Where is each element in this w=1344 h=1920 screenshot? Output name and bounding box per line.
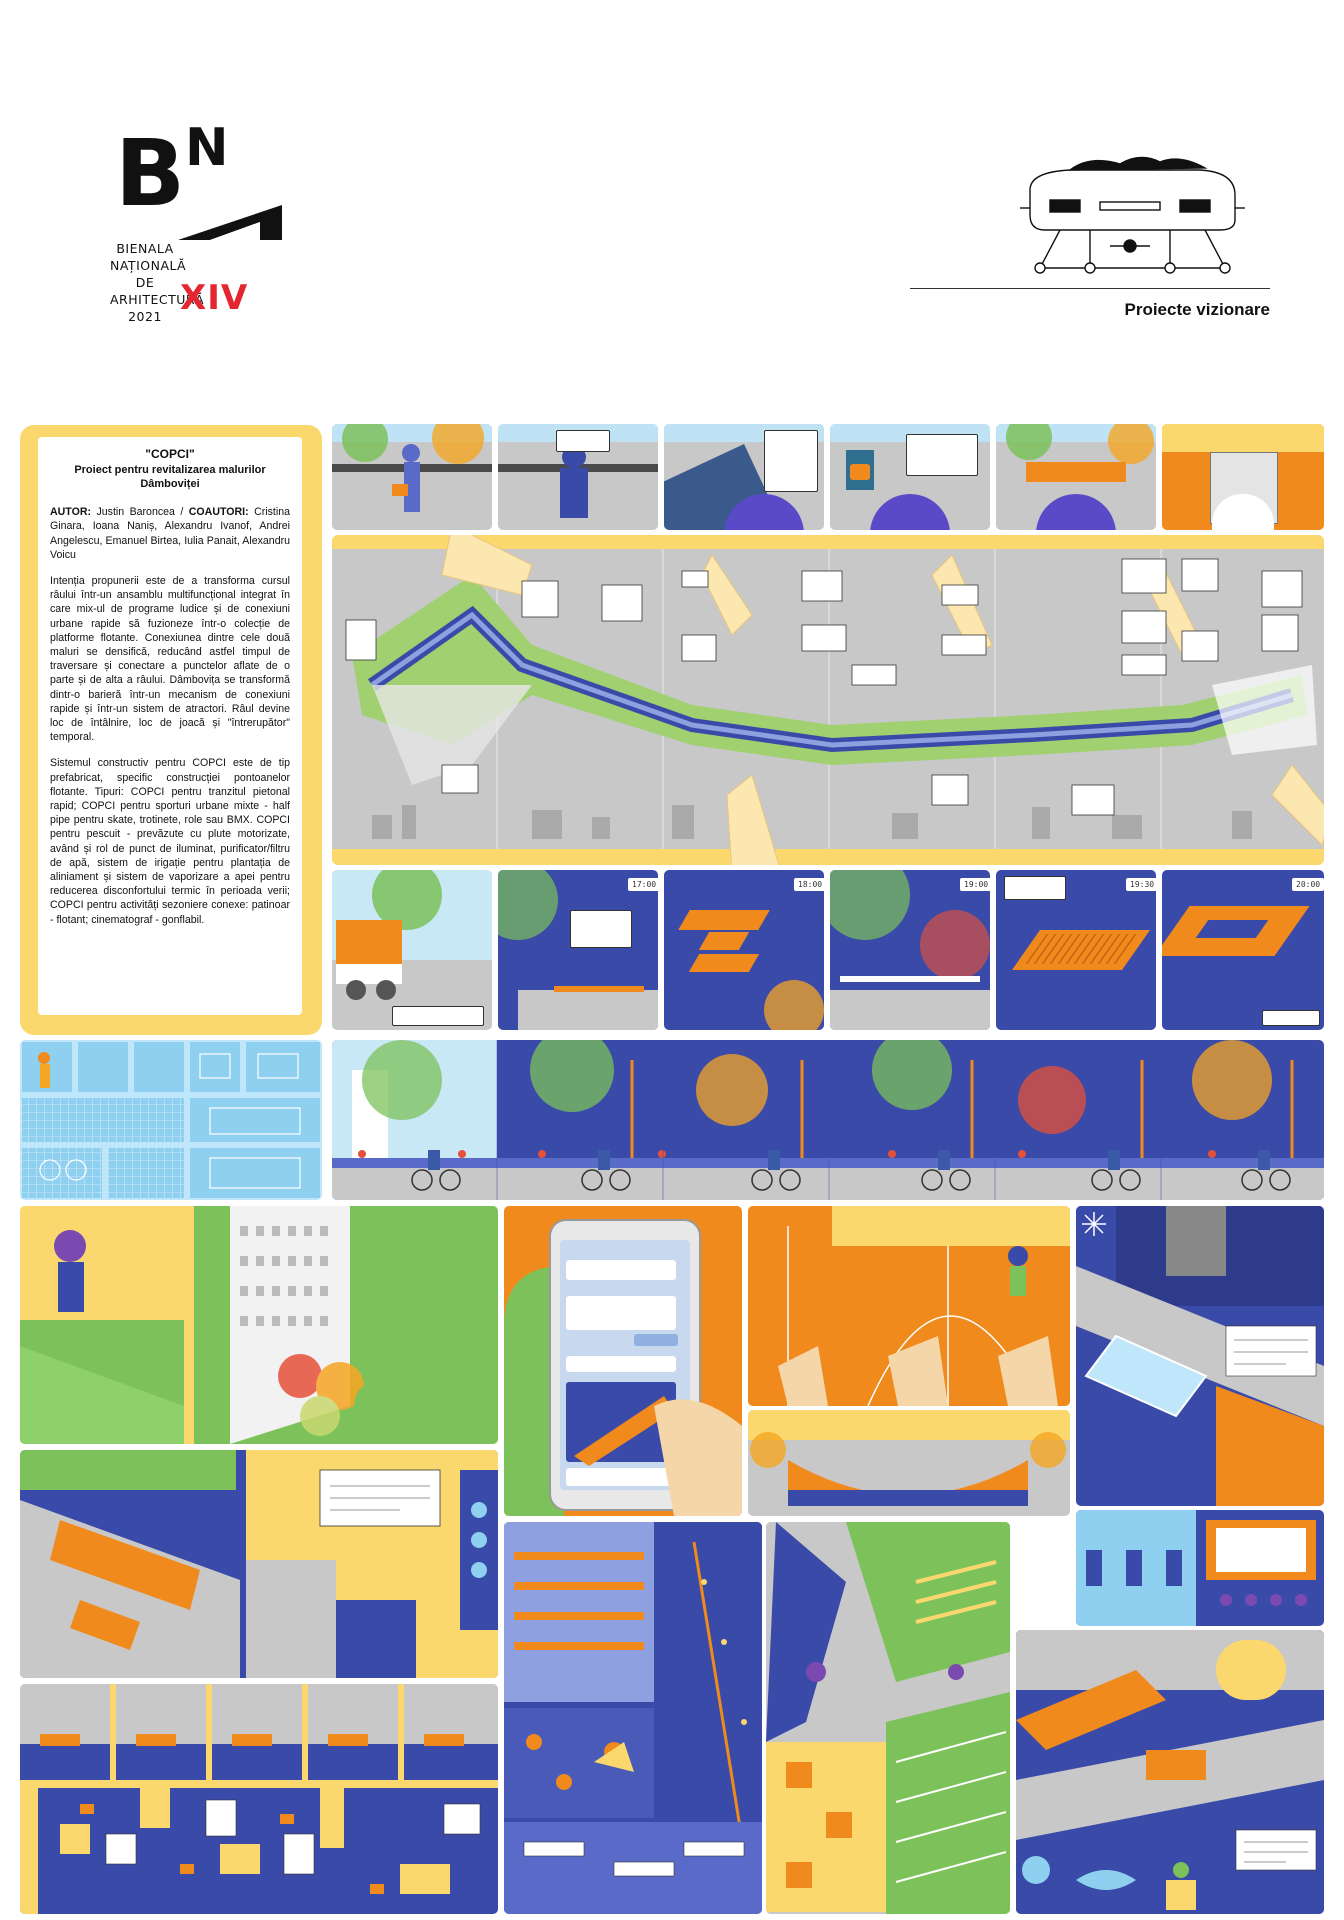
riverside-walkway-block	[20, 1450, 498, 1678]
fishing-raft-strip	[20, 1684, 498, 1914]
halfpipe-section-panel	[748, 1410, 1070, 1516]
comic-panel-r1-1	[332, 424, 492, 530]
comic-panel-r3-4: 19:00	[830, 870, 990, 1030]
green-terraces-panel	[766, 1522, 1010, 1914]
logo-letter-b: B	[115, 120, 186, 227]
raft-fishing-panel	[1016, 1630, 1324, 1914]
section-title: Proiecte vizionare	[1124, 300, 1270, 319]
phone-app-panel	[504, 1206, 742, 1516]
project-description-card	[38, 437, 302, 1015]
bna-logo	[110, 110, 310, 340]
bna-monogram	[110, 110, 310, 240]
logo-letter-n: N	[185, 118, 229, 178]
ice-rink-panel	[1076, 1206, 1324, 1506]
project-intention-paragraph: Intenția propunerii este de a transforma cursul râului într-un ansamblu multifuncțional integrat în care mix-ul de programe ludice și de conexiuni urbane rapide să fuzioneze într-o colecție de platforme flotante. Conexiunea dintre cele două maluri se densifică, reducând astfel timpul de traversare și conectare a punctelor aflate de o parte și de alta a râului. Dâmbovița se transformă dintr-o barieră într-un mecanism de conexiuni rapide și într-un sistem de atractori. Râul devine loc de întâlnire, loc de joacă și "întrerupător" temporal.	[50, 575, 290, 744]
park-isometric-block	[20, 1206, 498, 1444]
comic-panel-r1-4	[830, 424, 990, 530]
project-authors: AUTOR: Justin Baroncea / COAUTORI: Cristina Ginara, Ioana Naniș, Alexandru Ivanof, Andrei Angelescu, Emanuel Birtea, Iulia Panait, Alexandru Voicu	[50, 506, 290, 561]
comic-panel-r3-1	[332, 870, 492, 1030]
logo-caption: BIENALA NAȚIONALĂ DE ARHITECTURĂ 2021	[110, 241, 205, 324]
comic-panel-r3-6: 20:00	[1162, 870, 1324, 1030]
river-master-plan	[332, 535, 1324, 865]
project-description-panel	[20, 425, 322, 1035]
project-subtitle: Proiect pentru revitalizarea malurilor Dâmboviței	[74, 464, 266, 491]
comic-panel-r1-2	[498, 424, 658, 530]
blueprint-details-panel	[20, 1040, 322, 1200]
project-system-paragraph: Sistemul constructiv pentru COPCI este de tip prefabricat, specific construcției pontoanelor flotante. Tipuri: COPCI pentru tranzitul pietonal rapid; COPCI pentru sporturi urbane mixte - half pipe pentru skate, trotinete, role sau BMX. COPCI pentru pescuit - prevăzute cu plute motorizate, având și rol de punct de iluminat, purificator/filtru de apă, sistem de irigație pentru plantația de aliniament și sistem de vaporizare a apei pentru reducerea disconfortului termic în perioada verii; COPCI pentru activități sezoniere conexe: patinoar - flotant; cinematograf - gonflabil.	[50, 757, 290, 926]
comic-panel-r1-5	[996, 424, 1156, 530]
comic-panel-r1-6	[1162, 424, 1324, 530]
comic-panel-r1-3	[664, 424, 824, 530]
edition-number: XIV	[180, 278, 249, 318]
cyclist-strip	[332, 1040, 1324, 1200]
comic-panel-r3-3: 18:00	[664, 870, 824, 1030]
comic-panel-r3-5: 19:30	[996, 870, 1156, 1030]
night-pontoon-panel	[504, 1522, 762, 1914]
header-divider	[910, 288, 1270, 289]
floating-machine-illustration	[1010, 150, 1250, 282]
comic-panel-r3-2: 17:00	[498, 870, 658, 1030]
skate-bowl-panel	[748, 1206, 1070, 1406]
project-title: "COPCI"	[145, 447, 195, 461]
river-map-drawing	[332, 535, 1324, 865]
cinema-panel	[1076, 1510, 1324, 1626]
